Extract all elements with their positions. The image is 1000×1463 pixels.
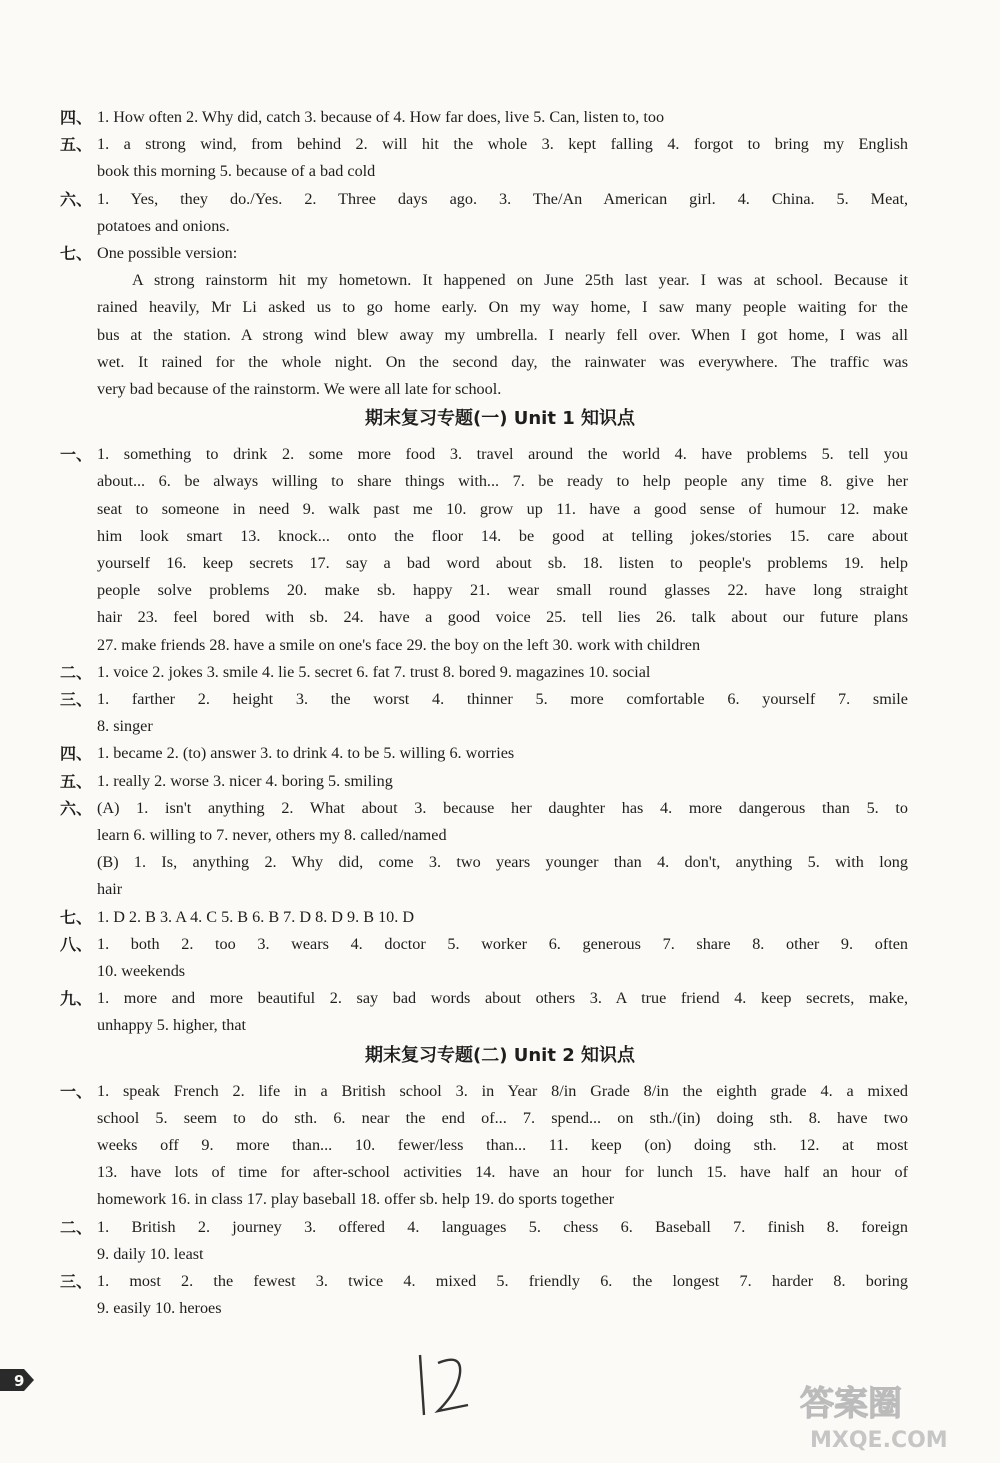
answer-line: 1. D 2. B 3. A 4. C 5. B 6. B 7. D 8. D 9. B 10. D: [97, 907, 415, 926]
answer-line: (A) 1. isn't anything 2. What about 3. because her daughter has 4. more dangerous than 5. to: [97, 798, 908, 817]
answer-line: 1. Yes, they do./Yes. 2. Three days ago. 3. The/An American girl. 4. China. 5. Meat,: [97, 189, 908, 208]
answer-line: potatoes and onions.: [97, 216, 230, 235]
answer-line: 1. voice 2. jokes 3. smile 4. lie 5. secret 6. fat 7. trust 8. bored 9. magazines 10. social: [97, 662, 651, 681]
page-number-tab: [0, 1365, 38, 1395]
watermark-logo: [790, 1375, 990, 1455]
answer-line: 9. daily 10. least: [97, 1244, 204, 1263]
answer-line: 1. something to drink 2. some more food 3. travel around the world 4. have problems 5. tell you: [97, 445, 908, 464]
svg-text:答案圈: 答案圈: [800, 1384, 902, 1424]
question-number: 六、: [60, 189, 93, 209]
answer-line: bus at the station. A strong wind blew away my umbrella. I nearly fell over. When I got home, I was all: [97, 325, 908, 344]
question-number: 七、: [60, 907, 93, 927]
section-heading: 期末复习专题(一) Unit 1 知识点: [365, 408, 635, 430]
answer-line: hair: [97, 880, 123, 899]
answer-line: rained heavily, Mr Li asked us to go home early. On my way home, I saw many people waiting for the: [97, 298, 908, 317]
question-number: 七、: [60, 244, 93, 263]
answer-line: seat to someone in need 9. walk past me 10. grow up 11. have a good sense of humour 12. make: [97, 499, 908, 518]
question-number: 九、: [60, 989, 93, 1009]
question-number: 三、: [60, 1272, 93, 1291]
answer-line: 8. singer: [97, 717, 153, 736]
answer-line: A strong rainstorm hit my hometown. It happened on June 25th last year. I was at school. Because it: [132, 271, 908, 290]
answer-line: 1. a strong wind, from behind 2. will hit the whole 3. kept falling 4. forgot to bring my English: [97, 135, 908, 154]
section-heading: 期末复习专题(二) Unit 2 知识点: [365, 1044, 635, 1066]
question-number: 一、: [60, 445, 93, 465]
answer-line: learn 6. willing to 7. never, others my 8. called/named: [97, 826, 447, 844]
answer-line: 1. both 2. too 3. wears 4. doctor 5. worker 6. generous 7. share 8. other 9. often: [97, 934, 908, 953]
answer-line: book this morning 5. because of a bad cold: [97, 162, 376, 181]
answer-line: (B) 1. Is, anything 2. Why did, come 3. two years younger than 4. don't, anything 5. with long: [97, 853, 908, 872]
answer-line: school 5. seem to do sth. 6. near the end of... 7. spend... on sth./(in) doing sth. 8. have two: [97, 1108, 908, 1127]
answer-line: wet. It rained for the whole night. On the second day, the rainwater was everywhere. The traffic was: [97, 352, 908, 371]
answer-line: very bad because of the rainstorm. We were all late for school.: [97, 380, 502, 398]
page-number: 9: [14, 1372, 25, 1390]
answer-line: 1. farther 2. height 3. the worst 4. thinner 5. more comfortable 6. yourself 7. smile: [97, 690, 908, 708]
answer-line: homework 16. in class 17. play baseball 18. offer sb. help 19. do sports together: [97, 1190, 615, 1209]
answer-line: yourself 16. keep secrets 17. say a bad word about sb. 18. listen to people's problems 19. help: [97, 554, 908, 572]
answer-line: 1. British 2. journey 3. offered 4. languages 5. chess 6. Baseball 7. finish 8. foreign: [97, 1217, 908, 1236]
answer-line: 1. How often 2. Why did, catch 3. because of 4. How far does, live 5. Can, listen to, too: [97, 108, 665, 126]
question-number: 五、: [60, 771, 93, 791]
question-number: 四、: [60, 744, 93, 764]
question-number: 六、: [60, 798, 93, 818]
answer-line: One possible version:: [97, 244, 238, 262]
answer-line: 1. became 2. (to) answer 3. to drink 4. to be 5. willing 6. worries: [97, 744, 515, 763]
answer-line: people solve problems 20. make sb. happy 21. wear small round glasses 22. have long straight: [97, 581, 908, 600]
answer-line: him look smart 13. knock... onto the floor 14. be good at telling jokes/stories 15. care about: [97, 526, 908, 545]
answer-line: weeks off 9. more than... 10. fewer/less than... 11. keep (on) doing sth. 12. at most: [97, 1136, 908, 1154]
question-number: 八、: [60, 934, 93, 954]
question-number: 一、: [60, 1081, 93, 1101]
question-number: 二、: [60, 662, 93, 682]
answer-line: 13. have lots of time for after-school activities 14. have an hour for lunch 15. have half an hour of: [97, 1163, 908, 1182]
answer-line: 10. weekends: [97, 962, 186, 980]
question-number: 四、: [60, 108, 93, 127]
question-number: 五、: [60, 135, 93, 155]
answer-line: 1. more and more beautiful 2. say bad words about others 3. A true friend 4. keep secrets, make,: [97, 989, 908, 1008]
answer-line: unhappy 5. higher, that: [97, 1016, 247, 1035]
page-number-arrow-icon: [0, 1365, 38, 1395]
answer-line: 27. make friends 28. have a smile on one's face 29. the boy on the left 30. work with children: [97, 635, 701, 654]
answer-line: 1. really 2. worse 3. nicer 4. boring 5. smiling: [97, 771, 393, 790]
answer-line: 1. most 2. the fewest 3. twice 4. mixed 5. friendly 6. the longest 7. harder 8. boring: [97, 1272, 908, 1290]
handwritten-note: [402, 1345, 482, 1425]
answer-line: hair 23. feel bored with sb. 24. have a good voice 25. tell lies 26. talk about our future plans: [97, 608, 908, 627]
answer-line: 1. speak French 2. life in a British school 3. in Year 8/in Grade 8/in the eighth grade 4. a mixed: [97, 1081, 908, 1100]
answer-line: 9. easily 10. heroes: [97, 1299, 222, 1318]
answer-line: about... 6. be always willing to share things with... 7. be ready to help people any time 8. give her: [97, 472, 908, 491]
question-number: 二、: [60, 1217, 93, 1237]
svg-text:MXQE.COM: MXQE.COM: [810, 1428, 948, 1453]
question-number: 三、: [60, 690, 93, 709]
